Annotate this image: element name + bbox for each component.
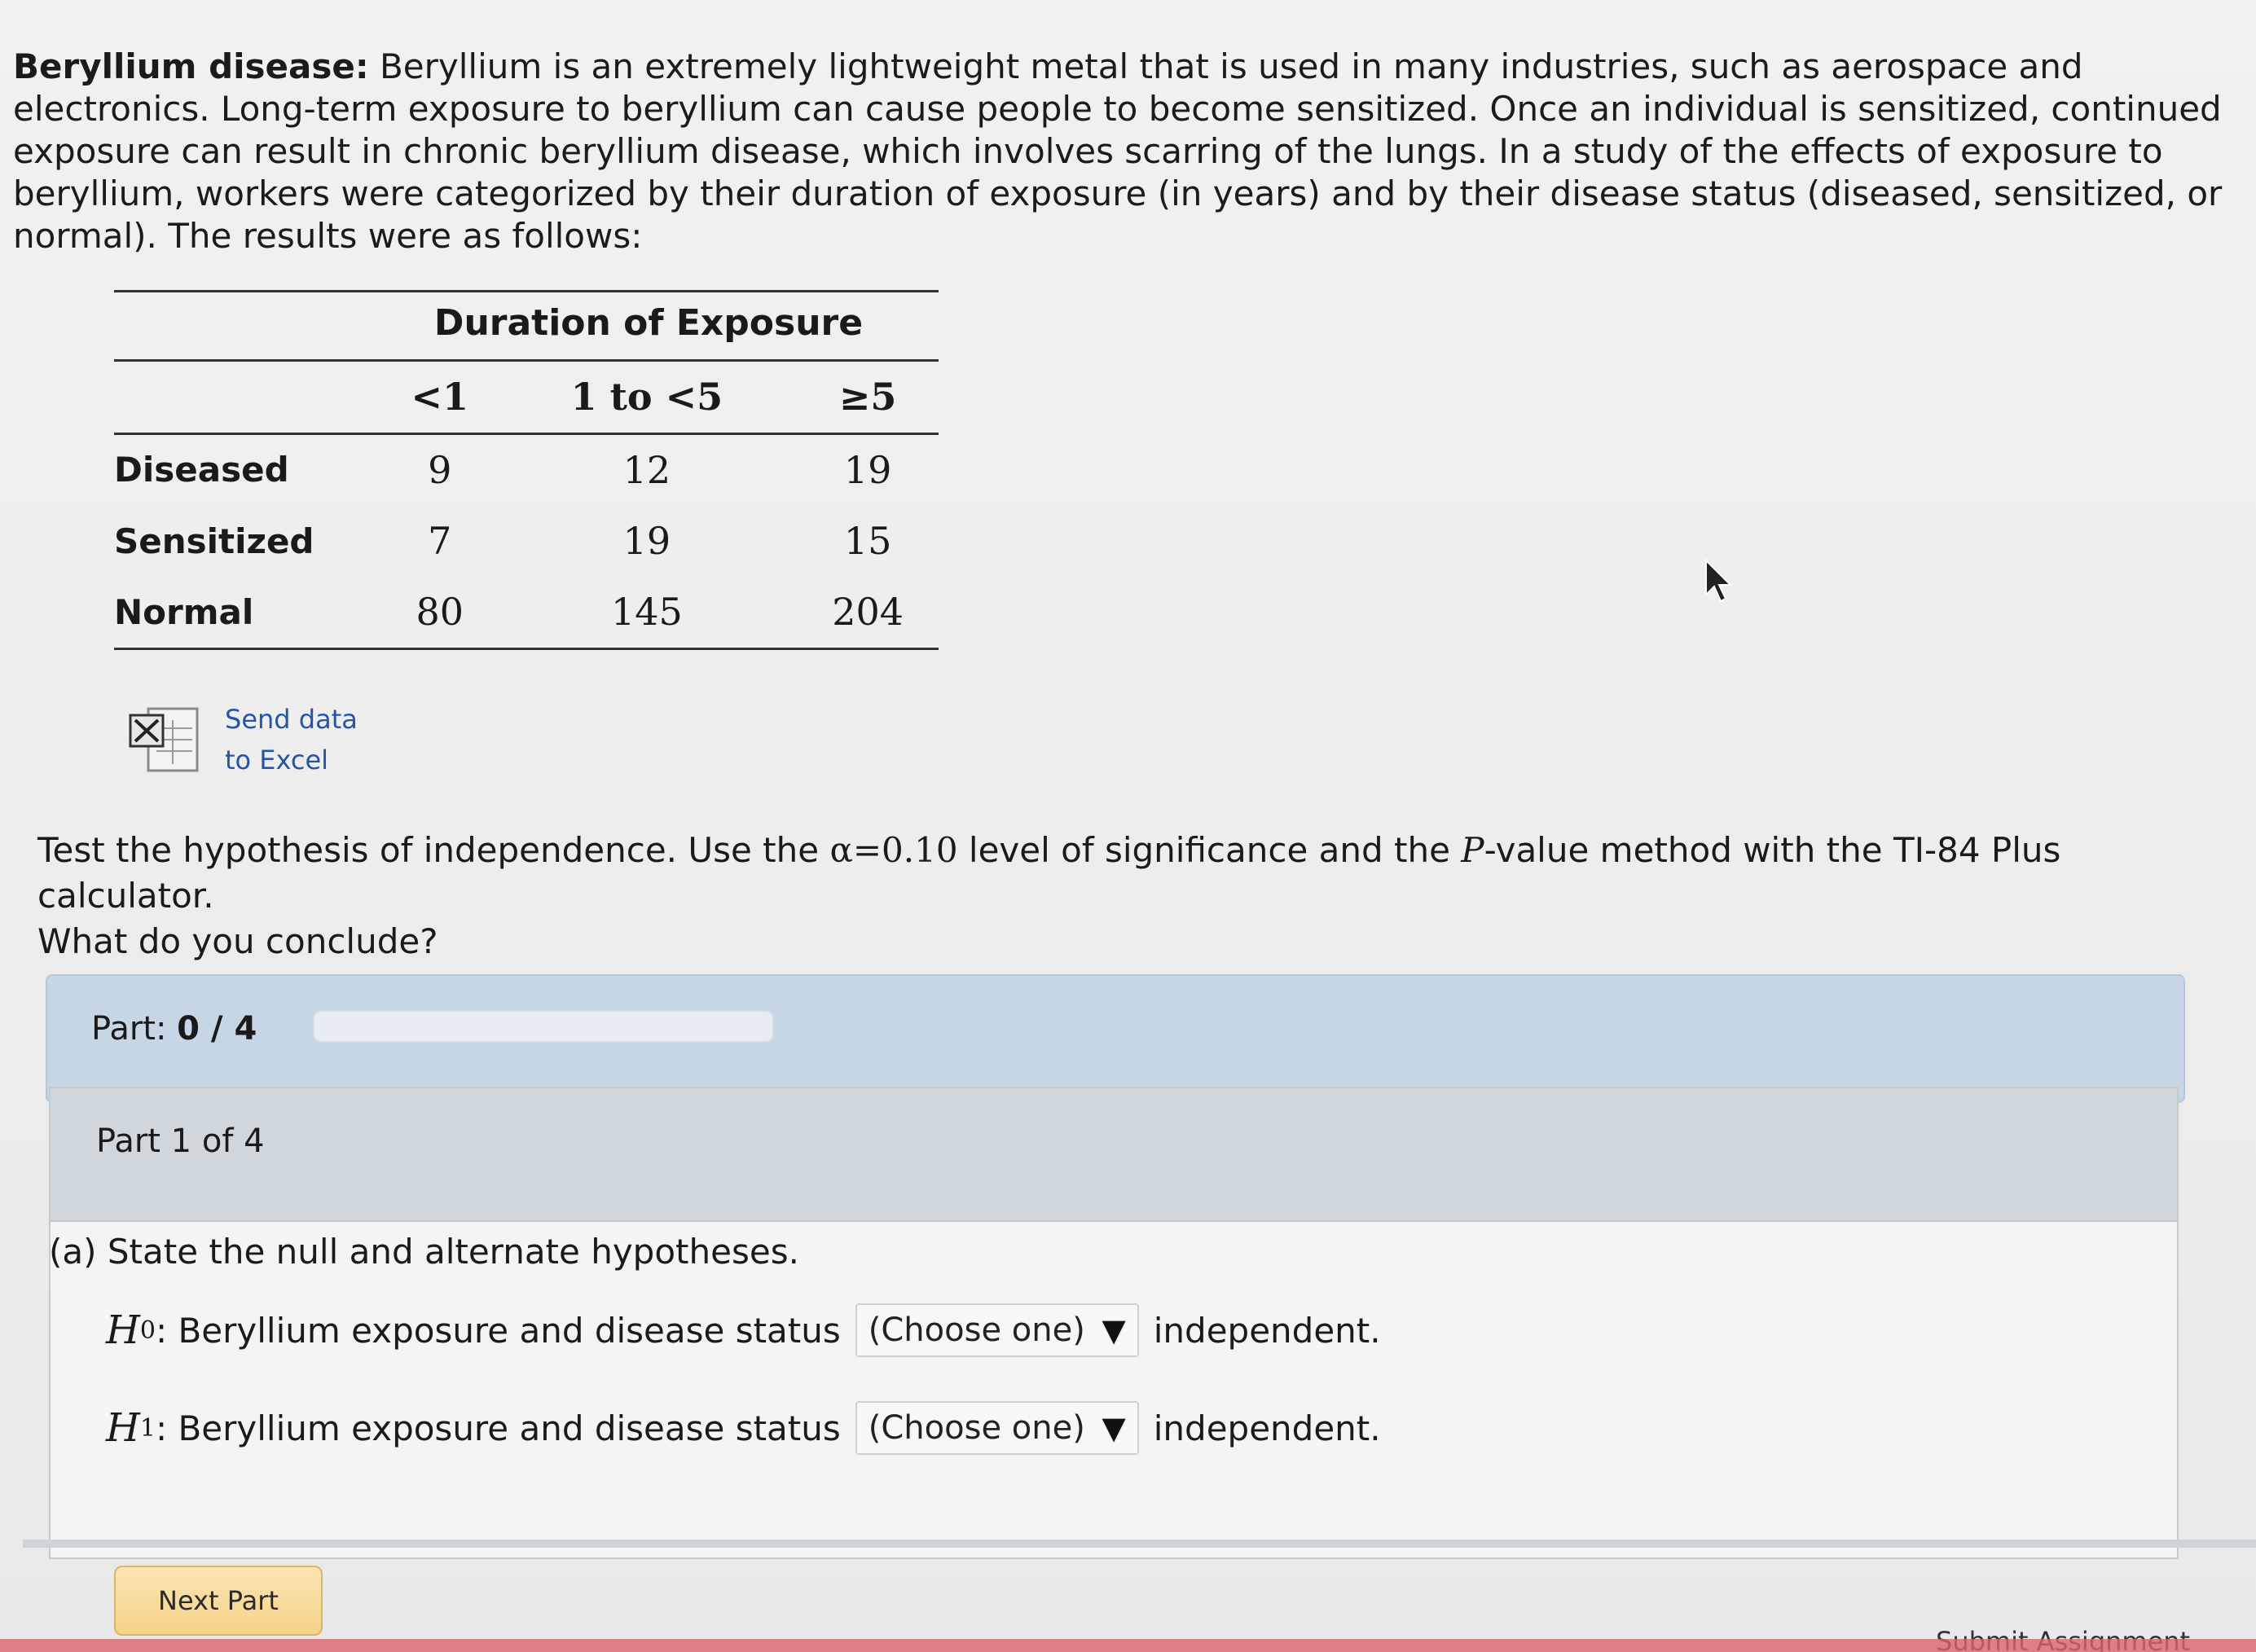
col-header: <1 bbox=[383, 360, 497, 433]
h0-text: : Beryllium exposure and disease status bbox=[155, 1310, 841, 1351]
table-row bbox=[114, 577, 939, 648]
question-part: Test the hypothesis of independence. Use the bbox=[37, 830, 830, 870]
excel-link-line1[interactable]: Send data bbox=[225, 704, 358, 735]
question-part: level of significance and the bbox=[957, 830, 1462, 870]
h1-subscript: 1 bbox=[139, 1413, 156, 1443]
p-symbol: P bbox=[1461, 830, 1484, 870]
mouse-cursor-icon bbox=[1703, 559, 1732, 604]
table-cell: 9 bbox=[428, 447, 452, 492]
dropdown-arrow-icon: ▼ bbox=[1102, 1410, 1126, 1446]
h0-symbol: H bbox=[106, 1307, 140, 1353]
table-row bbox=[114, 505, 939, 577]
h0-subscript: 0 bbox=[139, 1316, 156, 1345]
divider bbox=[23, 1540, 2256, 1548]
row-label: Normal bbox=[114, 577, 383, 648]
col-header: 1 to <5 bbox=[497, 360, 798, 433]
h0-select-value: (Choose one) bbox=[868, 1311, 1085, 1349]
problem-text: Beryllium is an extremely lightweight metal that is used in many industries, such as aerospace and electronics. Long-term exposure to beryllium can cause people to become sensitized. Once an individual is sensitized, continued exposure can result in chronic beryllium disease, which involves scarring of the lungs. In a study of the effects of exposure to beryllium, workers were categorized by their duration of exposure (in years) and by their disease status (diseased, sensitized, or normal). The results were as follows: bbox=[13, 46, 2223, 256]
table-group-header: Duration of Exposure bbox=[114, 287, 939, 360]
table-cell: 80 bbox=[383, 577, 497, 648]
progress-track bbox=[313, 1010, 774, 1043]
h1-symbol: H bbox=[106, 1405, 140, 1451]
data-table bbox=[114, 287, 939, 650]
row-label: Diseased bbox=[114, 450, 289, 490]
question-text bbox=[37, 828, 2229, 964]
h1-select-value: (Choose one) bbox=[868, 1409, 1085, 1447]
next-part-button[interactable]: Next Part bbox=[114, 1566, 323, 1636]
part-title: Part 1 of 4 bbox=[96, 1123, 265, 1160]
table-cell: 145 bbox=[497, 577, 798, 648]
excel-icon bbox=[127, 704, 202, 775]
excel-link-line2[interactable]: to Excel bbox=[225, 745, 329, 775]
send-to-excel-link[interactable] bbox=[127, 699, 388, 780]
part-progress-bar bbox=[46, 974, 2185, 1103]
alpha-value: α=0.10 bbox=[829, 830, 958, 870]
table-cell: 19 bbox=[622, 519, 671, 563]
problem-intro bbox=[13, 46, 2229, 257]
problem-title: Beryllium disease: bbox=[13, 46, 369, 86]
table-cell: 7 bbox=[428, 519, 452, 563]
dropdown-arrow-icon: ▼ bbox=[1102, 1312, 1126, 1348]
bottom-edge bbox=[0, 1639, 2256, 1652]
h1-select[interactable] bbox=[855, 1401, 1139, 1455]
h0-select[interactable] bbox=[855, 1303, 1139, 1357]
table-cell: 204 bbox=[797, 577, 939, 648]
h1-text: : Beryllium exposure and disease status bbox=[155, 1408, 841, 1448]
col-header: ≥5 bbox=[797, 360, 939, 433]
table-corner bbox=[114, 360, 383, 433]
question-part: -value method with the TI-84 Plus calculator. bbox=[37, 830, 2061, 916]
part-header bbox=[51, 1088, 2177, 1222]
table-row bbox=[114, 433, 939, 505]
null-hypothesis bbox=[106, 1303, 1381, 1357]
table-cell: 12 bbox=[622, 447, 671, 492]
h0-tail: independent. bbox=[1153, 1310, 1381, 1351]
row-label: Sensitized bbox=[114, 521, 314, 561]
sub-question: (a) State the null and alternate hypotheses. bbox=[49, 1232, 799, 1272]
alternate-hypothesis bbox=[106, 1401, 1381, 1455]
progress-value: 0 / 4 bbox=[177, 1010, 257, 1048]
h1-tail: independent. bbox=[1153, 1408, 1381, 1448]
question-line2: What do you conclude? bbox=[37, 921, 438, 961]
progress-label: Part: bbox=[91, 1010, 167, 1048]
table-cell: 15 bbox=[843, 519, 892, 563]
table-cell: 19 bbox=[843, 447, 892, 492]
